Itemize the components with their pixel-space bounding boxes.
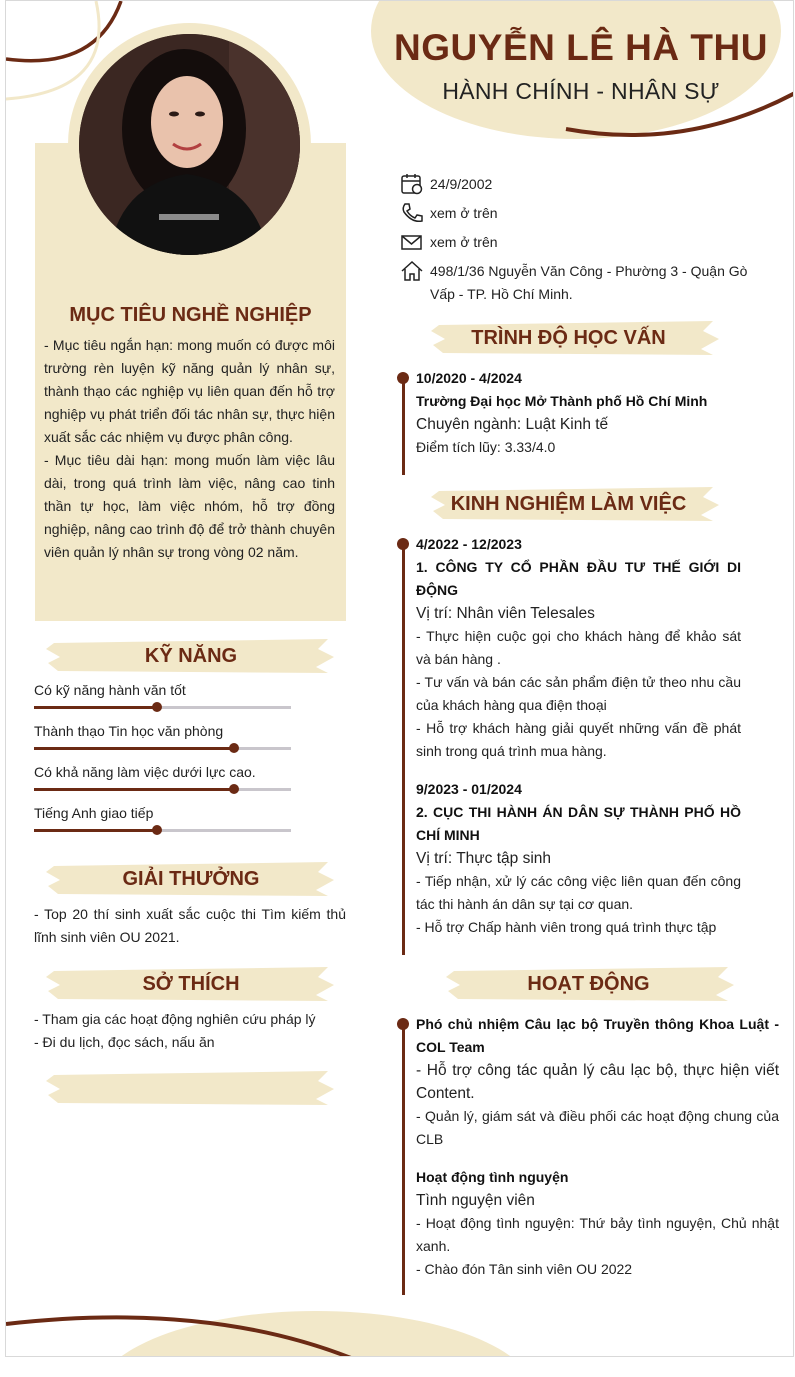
job-task: - Hỗ trợ Chấp hành viên trong quá trình thực tập <box>416 919 717 935</box>
education-major: Chuyên ngành: Luật Kinh tế <box>416 416 609 433</box>
awards-title: GIẢI THƯỞNG <box>122 868 260 890</box>
skill-track <box>34 788 291 791</box>
education-period: 10/2020 - 4/2024 <box>416 370 522 386</box>
activity-role: - Hỗ trợ công tác quản lý câu lạc bộ, thực hiện viết Content. <box>416 1062 779 1102</box>
education-entry <box>416 367 741 459</box>
job-entry <box>416 533 741 763</box>
skills-title: KỸ NĂNG <box>144 645 238 667</box>
job-position: Vị trí: Nhân viên Telesales <box>416 605 595 622</box>
job-position: Vị trí: Thực tập sinh <box>416 850 552 867</box>
hobbies-list <box>34 1008 346 1054</box>
contact-email <box>400 231 498 254</box>
skill-track <box>34 829 291 832</box>
hobby-item: - Tham gia các hoạt động nghiên cứu pháp lý <box>34 1011 316 1027</box>
job-period: 4/2022 - 12/2023 <box>416 536 522 552</box>
objective-title: MỤC TIÊU NGHỀ NGHIỆP <box>69 304 312 326</box>
mail-icon <box>400 231 424 253</box>
activities-timeline <box>402 1023 405 1295</box>
profile-photo <box>79 34 300 255</box>
email-value: xem ở trên <box>430 234 498 250</box>
empty-brush-bg <box>46 1069 336 1107</box>
education-gpa: Điểm tích lũy: 3.33/4.0 <box>416 439 556 455</box>
activity-role: Tình nguyện viên <box>416 1192 535 1209</box>
job-task: - Tư vấn và bán các sản phẩm điện tử theo nhu cầu của khách hàng qua điện thoại <box>416 674 741 713</box>
contact-birthday <box>400 173 492 196</box>
calendar-icon <box>400 173 424 195</box>
skill-item <box>34 723 294 739</box>
job-task: - Thực hiện cuộc gọi cho khách hàng để khảo sát và bán hàng . <box>416 628 741 667</box>
skill-track <box>34 747 291 750</box>
awards-text: - Top 20 thí sinh xuất sắc cuộc thi Tìm kiếm thủ lĩnh sinh viên OU 2021. <box>34 906 346 945</box>
hobby-item: - Đi du lịch, đọc sách, nấu ăn <box>34 1034 215 1050</box>
education-school: Trường Đại học Mở Thành phố Hồ Chí Minh <box>416 393 708 409</box>
skill-label: Thành thạo Tin học văn phòng <box>34 723 224 739</box>
skill-item <box>34 805 294 821</box>
activity-task: - Quản lý, giám sát và điều phối các hoạt động chung của CLB <box>416 1108 779 1147</box>
job-period: 9/2023 - 01/2024 <box>416 781 522 797</box>
objective-content <box>44 334 335 564</box>
skill-item <box>34 682 294 698</box>
activity-org: Hoạt động tình nguyện <box>416 1169 569 1185</box>
skill-item <box>34 764 294 780</box>
skill-label: Có khả năng làm việc dưới lực cao. <box>34 764 256 780</box>
activity-task: - Hoạt động tình nguyện: Thứ bảy tình nguyện, Chủ nhật xanh. <box>416 1215 779 1254</box>
experience-dot <box>397 538 409 550</box>
activity-org: Phó chủ nhiệm Câu lạc bộ Truyền thông Khoa Luật - COL Team <box>416 1016 779 1055</box>
activity-task: - Chào đón Tân sinh viên OU 2022 <box>416 1261 633 1277</box>
candidate-name: NGUYỄN LÊ HÀ THU <box>394 27 768 68</box>
job-company: 2. CỤC THI HÀNH ÁN DÂN SỰ THÀNH PHỐ HỒ CHÍ MINH <box>416 804 741 843</box>
education-dot <box>397 372 409 384</box>
job-company: 1. CÔNG TY CỔ PHẦN ĐẦU TƯ THẾ GIỚI DI ĐỘNG <box>416 559 741 598</box>
contact-address <box>400 260 770 306</box>
skill-label: Có kỹ năng hành văn tốt <box>34 682 186 698</box>
contact-phone <box>400 202 498 225</box>
phone-value: xem ở trên <box>430 205 498 221</box>
education-timeline <box>402 377 405 475</box>
activities-title: HOẠT ĐỘNG <box>527 973 650 995</box>
activity-entry <box>416 1166 779 1281</box>
objective-short-term: - Mục tiêu ngắn hạn: mong muốn có được môi trường rèn luyện kỹ năng quản lý nhân sự, thành thạo các nghiệp vụ liên quan đến hỗ trợ nghiệp vụ phát triển đối tác nhân sự, thực hiện xuất sắc các nhiệm vụ được phân công. <box>44 337 335 445</box>
home-icon <box>400 260 424 282</box>
education-title: TRÌNH ĐỘ HỌC VẤN <box>471 327 666 349</box>
address-value: 498/1/36 Nguyễn Văn Công - Phường 3 - Quận Gò Vấp - TP. Hồ Chí Minh. <box>430 263 748 302</box>
hobbies-title: SỞ THÍCH <box>142 973 240 995</box>
skill-fill <box>34 829 157 832</box>
skill-fill <box>34 747 234 750</box>
skill-fill <box>34 706 157 709</box>
job-task: - Hỗ trợ khách hàng giải quyết những vấn đề phát sinh trong quá trình mua hàng. <box>416 720 741 759</box>
skill-label: Tiếng Anh giao tiếp <box>34 805 154 821</box>
birthday-value: 24/9/2002 <box>430 176 493 192</box>
activity-entry <box>416 1013 779 1151</box>
job-entry <box>416 778 741 939</box>
skill-track <box>34 706 291 709</box>
resume-frame <box>5 0 794 1357</box>
job-task: - Tiếp nhận, xử lý các công việc liên quan đến công tác thi hành án dân sự tại cơ quan. <box>416 873 741 912</box>
experience-timeline <box>402 543 405 955</box>
experience-title: KINH NGHIỆM LÀM VIỆC <box>450 493 687 515</box>
candidate-role: HÀNH CHÍNH - NHÂN SỰ <box>442 78 720 104</box>
objective-long-term: - Mục tiêu dài hạn: mong muốn làm việc lâu dài, trong quá trình làm việc, nâng cao tinh thần tự học, làm việc nhóm, hỗ trợ đồng nghiệp, nâng cao trình độ để trở thành chuyên viên quản lý nhân sự trong vòng 02 năm. <box>44 452 335 560</box>
skill-fill <box>34 788 234 791</box>
activities-dot <box>397 1018 409 1030</box>
phone-icon <box>400 202 424 224</box>
